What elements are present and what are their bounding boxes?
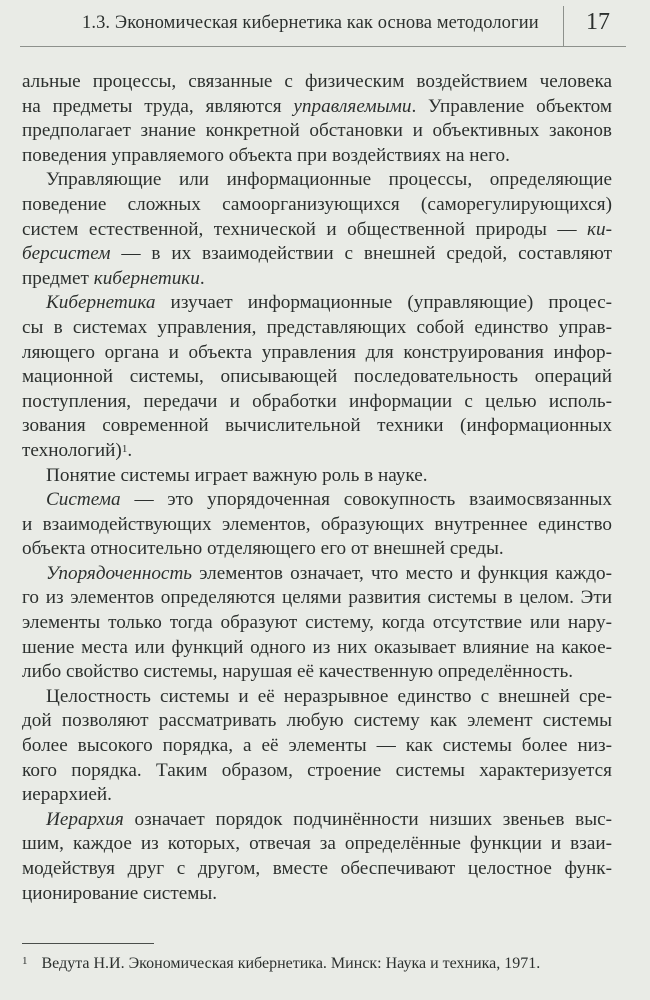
text-run: технологий) (22, 439, 122, 461)
text-run: мационной системы, описывающей последовательность операций (22, 366, 612, 388)
text-run: — в их взаимодействии с внешней средой, составляют (110, 243, 612, 265)
text-line (22, 636, 612, 661)
text-run: либо свойство системы, нарушая её качественную определённость. (22, 661, 574, 683)
footnote-text: Ведута Н.И. Экономическая кибернетика. Минск: Наука и техника, 1971. (41, 955, 541, 972)
text-line (22, 390, 612, 415)
text-line (22, 808, 612, 833)
footnote (22, 955, 622, 973)
text-line (22, 611, 612, 636)
text-run: — это упорядоченная совокупность взаимосвязанных (120, 489, 612, 511)
text-line (22, 316, 612, 341)
text-run: шим, каждое из которых, отвечая за определённые функции и взаи- (22, 833, 612, 855)
body-text (22, 70, 612, 906)
text-run: дой позволяют рассматривать любую систему как элемент системы (22, 710, 612, 732)
italic-term: Упорядоченность (46, 562, 193, 584)
text-line (22, 218, 612, 243)
text-run: систем естественной, технической и общественной природы — (22, 218, 588, 240)
text-line (22, 709, 612, 734)
text-line (22, 857, 612, 882)
text-run: ляющего органа и объекта управления для конструирования инфор- (22, 341, 612, 363)
italic-term: управляемыми (293, 95, 412, 117)
text-line (22, 562, 612, 587)
text-line (22, 144, 612, 169)
text-line (22, 488, 612, 513)
text-run: элементов означает, что место и функция каждо- (192, 562, 612, 584)
text-run: кого порядка. Таким образом, строение системы характеризуется (22, 759, 612, 781)
text-run: . Управление объектом (411, 95, 612, 117)
text-run: . (127, 439, 133, 461)
text-line (22, 759, 612, 784)
text-run: . (199, 267, 205, 289)
footnote-mark: 1 (22, 955, 28, 967)
text-run: означает порядок подчинённости низших звеньев выс- (123, 808, 612, 830)
text-run: поступления, передачи и обработки информации с целью исполь- (22, 390, 612, 412)
italic-term: кибернетики (93, 267, 200, 289)
text-line (22, 464, 612, 489)
text-line (22, 439, 612, 464)
page-header (0, 0, 650, 52)
text-line (22, 168, 612, 193)
text-line (22, 119, 612, 144)
text-run: элементы только тогда образуют систему, когда отсутствие или нару- (22, 612, 612, 634)
page-number: 17 (586, 9, 610, 35)
text-line (22, 832, 612, 857)
text-run: предмет (22, 267, 94, 289)
text-line (22, 341, 612, 366)
italic-term: ки- (587, 218, 612, 240)
text-line (22, 414, 612, 439)
text-run: Понятие системы играет важную роль в науке. (46, 464, 428, 486)
text-run: на предметы труда, являются (22, 95, 294, 117)
footnote-reference: 1 (121, 442, 128, 455)
text-line (22, 734, 612, 759)
text-run: сы в системах управления, представляющих собой единство управ- (22, 316, 612, 338)
text-line (22, 537, 612, 562)
text-line (22, 882, 612, 907)
text-run: Управляющие или информационные процессы, определяющие (46, 169, 612, 191)
text-line (22, 193, 612, 218)
text-run: шение места или функций одного из них оказывает влияние на какое- (22, 636, 612, 658)
footnote-rule (22, 943, 154, 944)
italic-term: Иерархия (46, 808, 124, 830)
text-line (22, 365, 612, 390)
text-run: предполагает знание конкретной обстановки и объективных законов (22, 120, 612, 142)
header-rule (20, 46, 626, 47)
text-line (22, 513, 612, 538)
text-run: альные процессы, связанные с физическим воздействием человека (22, 71, 612, 92)
text-run: го из элементов определяются целями развития системы в целом. Эти (22, 587, 612, 609)
header-divider (563, 6, 564, 46)
text-line (22, 586, 612, 611)
text-line (22, 267, 612, 292)
text-run: и взаимодействующих элементов, образующих внутреннее единство (22, 513, 612, 535)
italic-term: Кибернетика (46, 292, 156, 314)
italic-term: берсистем (22, 243, 111, 265)
text-line (22, 685, 612, 710)
text-line (22, 783, 612, 808)
text-run: иерархией. (22, 784, 112, 806)
text-run: модействуя друг с другом, вместе обеспечивают целостное функ- (22, 858, 612, 879)
text-line (22, 242, 612, 267)
text-run: поведения управляемого объекта при воздействиях на него. (22, 144, 510, 166)
text-run: изучает информационные (управляющие) процес- (155, 292, 612, 314)
text-run: более высокого порядка, а её элементы — как системы более низ- (22, 735, 612, 757)
text-run: ционирование системы. (22, 882, 218, 904)
text-line (22, 70, 612, 95)
text-line (22, 660, 612, 685)
text-run: зования современной вычислительной техники (информационных (22, 415, 612, 437)
running-head: 1.3. Экономическая кибернетика как основа методологии (82, 13, 539, 33)
text-run: объекта относительно отделяющего его от внешней среды. (22, 538, 504, 560)
text-line (22, 291, 612, 316)
text-run: поведение сложных самоорганизующихся (саморегулирующихся) (22, 193, 612, 215)
text-run: Целостность системы и её неразрывное единство с внешней сре- (46, 685, 612, 707)
italic-term: Система (46, 489, 121, 511)
text-line (22, 95, 612, 120)
